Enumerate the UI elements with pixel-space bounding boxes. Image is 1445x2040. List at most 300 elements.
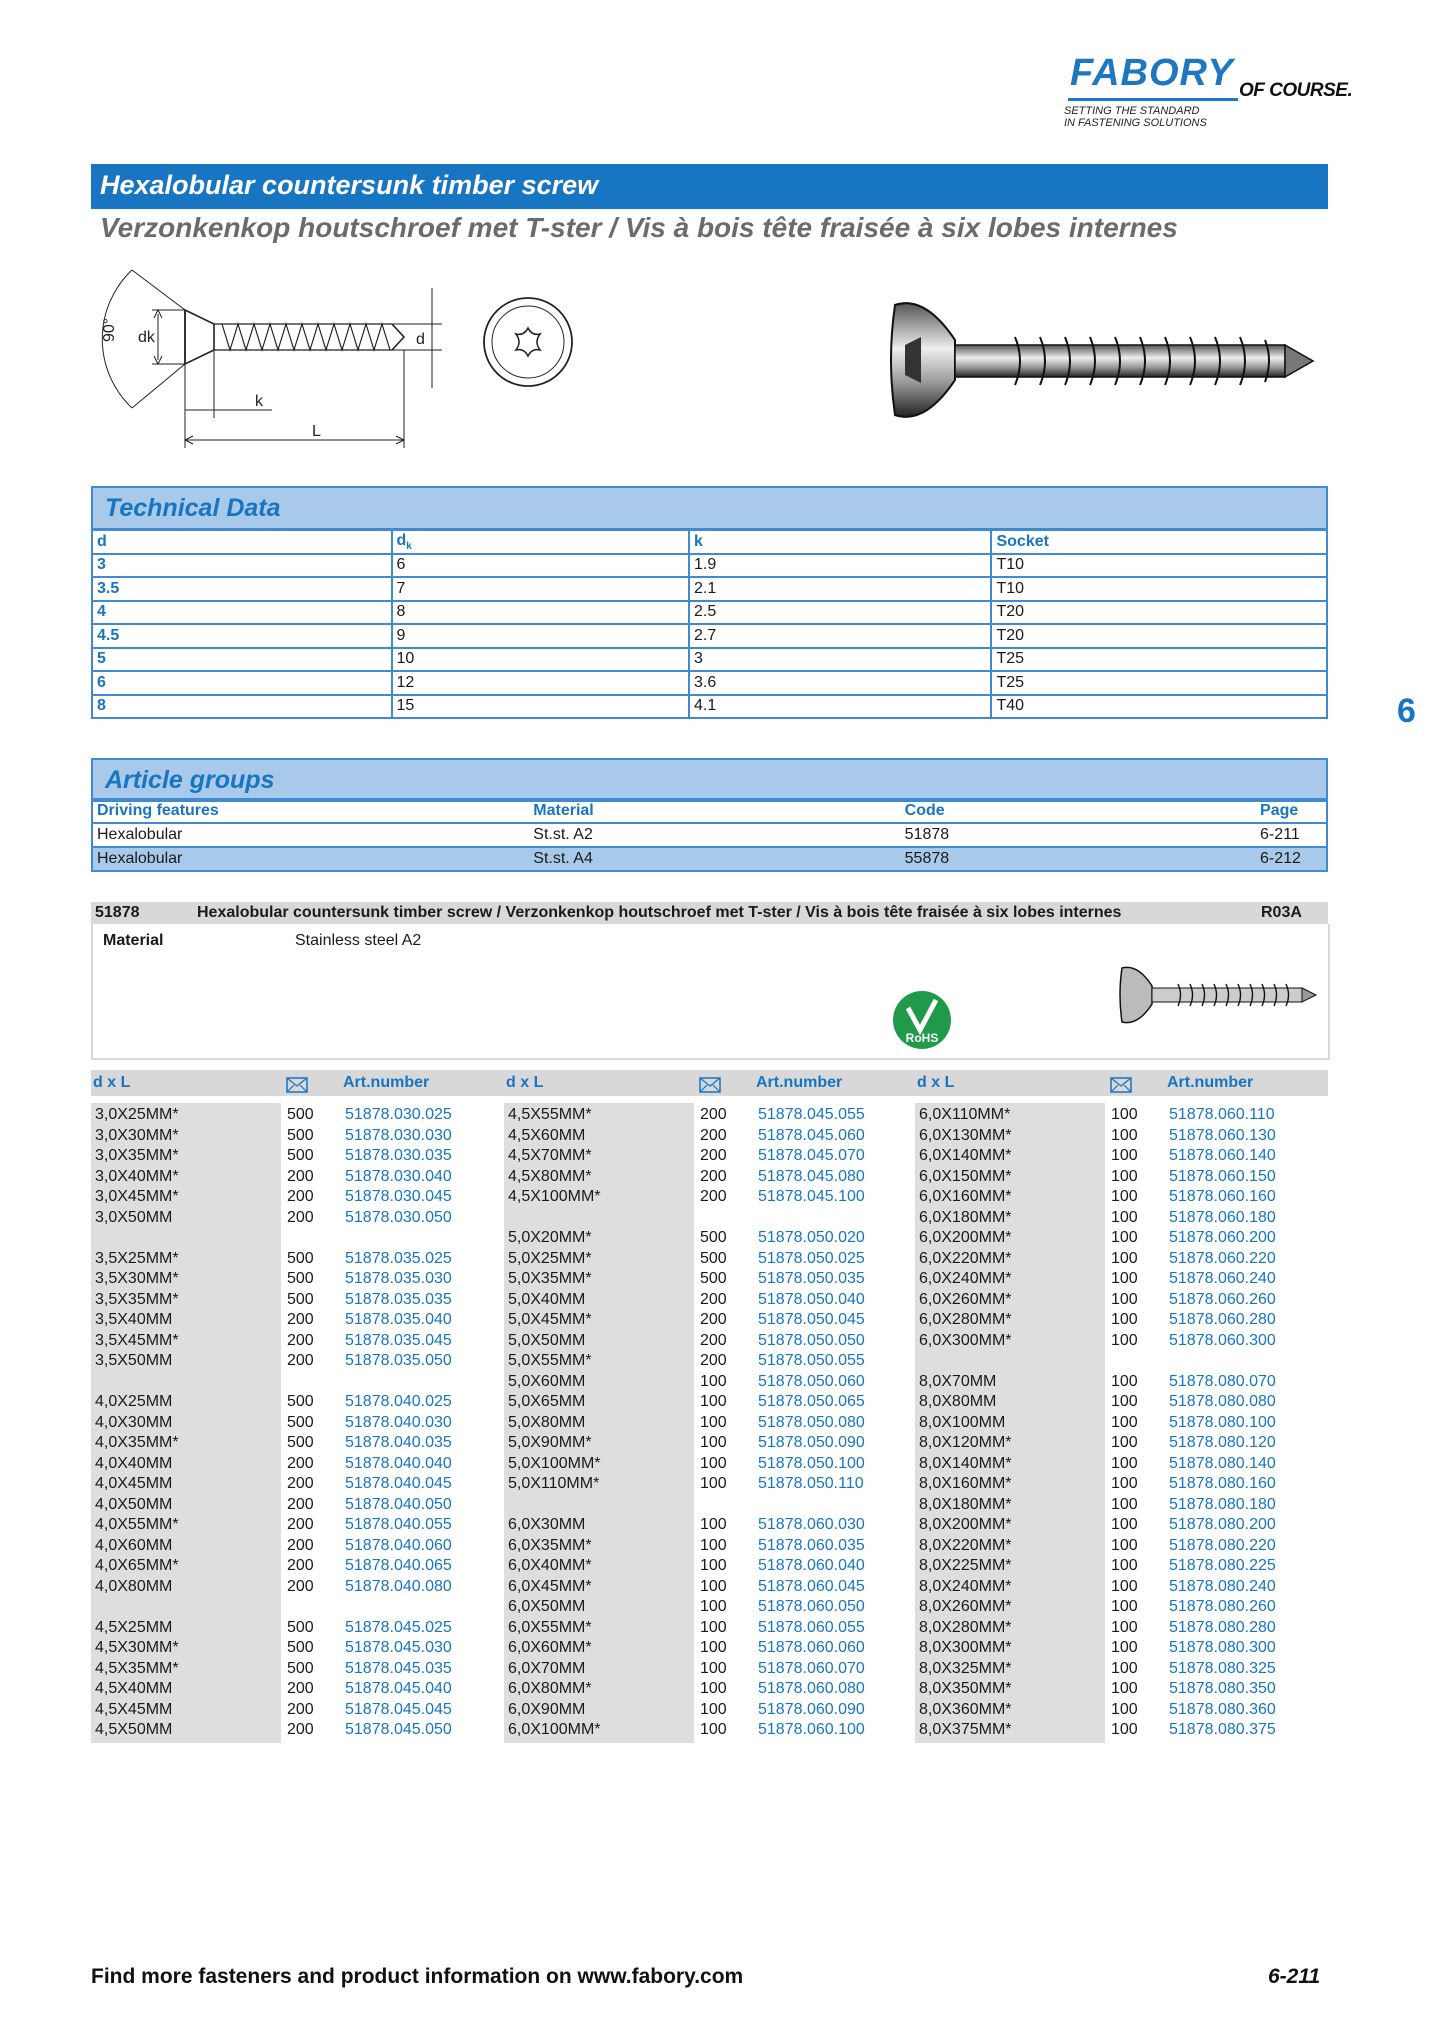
cell-k: 4.1	[689, 695, 991, 719]
listing-art-number[interactable]: 51878.035.035	[345, 1290, 452, 1308]
cell-k: 1.9	[689, 554, 991, 578]
listing-col-art-header: Art.number	[343, 1074, 430, 1091]
listing-qty: 200	[700, 1147, 727, 1164]
listing-size: 4,5X80MM*	[508, 1167, 592, 1185]
listing-size: 8,0X325MM*	[919, 1659, 1012, 1677]
table-row	[92, 695, 1327, 719]
listing-art-number[interactable]: 51878.040.030	[345, 1413, 452, 1431]
col-header-socket: Socket	[991, 530, 1327, 554]
listing-qty: 200	[700, 1311, 727, 1328]
logo-slogan: OF COURSE.	[1239, 80, 1353, 101]
listing-art-number[interactable]: 51878.080.360	[1169, 1700, 1276, 1718]
cell-material: St.st. A2	[529, 823, 900, 847]
logo-tagline-1: SETTING THE STANDARD	[1064, 105, 1200, 117]
listing-size: 4,5X40MM	[95, 1680, 173, 1697]
listing-size: 4,0X65MM*	[95, 1557, 179, 1574]
listing-qty: 100	[1111, 1536, 1138, 1554]
listing-qty: 200	[700, 1188, 727, 1205]
listing-art-number[interactable]: 51878.050.080	[758, 1413, 865, 1431]
listing-qty: 100	[1111, 1208, 1138, 1226]
listing-art-number[interactable]: 51878.040.065	[345, 1557, 452, 1574]
listing-art-number[interactable]: 51878.080.280	[1169, 1618, 1276, 1636]
listing-col-dxl-header: d x L	[917, 1074, 955, 1091]
listing-col-art-header: Art.number	[756, 1074, 843, 1091]
listing-art-number[interactable]: 51878.060.240	[1169, 1270, 1276, 1287]
listing-size: 5,0X55MM*	[508, 1352, 592, 1369]
table-row	[92, 577, 1327, 601]
listing-qty: 200	[700, 1106, 727, 1123]
cell-k: 2.5	[689, 601, 991, 625]
listing-size: 5,0X20MM*	[508, 1229, 592, 1246]
listing-qty: 200	[287, 1557, 314, 1574]
listing-art-number[interactable]: 51878.030.025	[345, 1106, 452, 1123]
listing-size: 6,0X150MM*	[919, 1167, 1012, 1185]
material-value: Stainless steel A2	[295, 932, 422, 949]
listing-size: 3,0X30MM*	[95, 1126, 179, 1144]
listing-size: 3,0X45MM*	[95, 1188, 179, 1205]
listing-qty: 100	[700, 1639, 727, 1656]
listing-qty: 500	[287, 1147, 314, 1164]
listing-size: 4,0X30MM	[95, 1413, 173, 1431]
listing-qty: 200	[700, 1290, 727, 1308]
listing-col-art-header: Art.number	[1167, 1074, 1254, 1091]
listing-size: 6,0X160MM*	[919, 1188, 1012, 1205]
listing-size: 4,0X55MM*	[95, 1516, 179, 1533]
listing-art-number[interactable]: 51878.040.060	[345, 1536, 452, 1554]
listing-art-number[interactable]: 51878.080.080	[1169, 1393, 1276, 1410]
listing-art-number[interactable]: 51878.080.350	[1169, 1680, 1276, 1697]
article-groups-header	[91, 758, 1328, 802]
listing-art-number[interactable]: 51878.040.050	[345, 1495, 452, 1513]
listing-size: 8,0X360MM*	[919, 1700, 1012, 1718]
listing-qty: 100	[700, 1413, 727, 1431]
listing-art-number[interactable]: 51878.045.040	[345, 1680, 452, 1697]
listing-art-number[interactable]: 51878.045.070	[758, 1147, 865, 1164]
listing-art-number[interactable]: 51878.060.130	[1169, 1126, 1276, 1144]
listing-qty: 500	[287, 1126, 314, 1144]
angle-label: 90°	[101, 317, 118, 342]
listing-art-number[interactable]: 51878.080.325	[1169, 1659, 1276, 1677]
cell-page[interactable]: 6-211	[1256, 823, 1327, 847]
listing-art-number[interactable]: 51878.060.200	[1169, 1229, 1276, 1246]
listing-size: 8,0X70MM	[919, 1372, 997, 1390]
listing-qty: 100	[1111, 1557, 1138, 1574]
listing-qty: 100	[1111, 1659, 1138, 1677]
listing-qty: 100	[1111, 1188, 1138, 1205]
listing-art-number[interactable]: 51878.040.025	[345, 1393, 452, 1410]
listing-qty: 100	[1111, 1290, 1138, 1308]
listing-size: 4,5X70MM*	[508, 1147, 592, 1164]
article-groups-table	[91, 798, 1328, 872]
technical-data-header	[91, 486, 1328, 530]
listing-art-number[interactable]: 51878.080.120	[1169, 1434, 1276, 1451]
listing-art-number[interactable]: 51878.080.220	[1169, 1536, 1276, 1554]
listing-size: 4,0X50MM	[95, 1495, 173, 1513]
listing-art-number[interactable]: 51878.060.080	[758, 1680, 865, 1697]
listing-art-number[interactable]: 51878.060.110	[1169, 1106, 1275, 1123]
table-row[interactable]	[92, 847, 1327, 871]
chapter-number: 6	[1397, 692, 1416, 730]
listing-art-number[interactable]: 51878.035.030	[345, 1270, 452, 1287]
length-label: L	[312, 423, 321, 440]
screw-photo	[885, 285, 1315, 435]
listing-size: 4,5X50MM	[95, 1721, 173, 1738]
listing-qty: 100	[700, 1454, 727, 1472]
fabory-logo	[1062, 52, 1362, 136]
listing-qty: 100	[1111, 1495, 1138, 1513]
footer-text[interactable]: Find more fasteners and product information on www.fabory.com	[91, 1965, 744, 1988]
listing-size: 8,0X100MM	[919, 1413, 1006, 1431]
cell-socket: T20	[991, 601, 1327, 625]
listing-size: 8,0X225MM*	[919, 1557, 1012, 1574]
listing-art-number[interactable]: 51878.060.070	[758, 1659, 865, 1677]
listing-size: 8,0X260MM*	[919, 1598, 1012, 1615]
k-label: k	[255, 393, 263, 410]
listing-size: 6,0X60MM*	[508, 1639, 592, 1656]
table-row	[92, 671, 1327, 695]
listing-size: 6,0X300MM*	[919, 1331, 1012, 1349]
listing-size: 5,0X80MM	[508, 1413, 586, 1431]
listing-art-number[interactable]: 51878.045.035	[345, 1659, 452, 1677]
listing-size: 8,0X180MM*	[919, 1495, 1012, 1513]
listing-art-number[interactable]: 51878.035.025	[345, 1249, 452, 1267]
listing-art-number[interactable]: 51878.045.060	[758, 1126, 865, 1144]
listing-qty: 100	[700, 1721, 727, 1738]
listing-qty: 200	[700, 1126, 727, 1144]
listing-art-number[interactable]: 51878.045.055	[758, 1106, 865, 1123]
listing-art-number[interactable]: 51878.060.090	[758, 1700, 865, 1718]
listing-art-number[interactable]: 51878.060.180	[1169, 1208, 1276, 1226]
listing-art-number[interactable]: 51878.080.375	[1169, 1721, 1276, 1738]
cell-dk: 10	[392, 648, 690, 672]
listing-art-number[interactable]: 51878.050.060	[758, 1372, 865, 1390]
col-header-k: k	[689, 530, 991, 554]
listing-art-number[interactable]: 51878.080.140	[1169, 1454, 1276, 1472]
col-header-d: d	[92, 530, 392, 554]
listing-art-number[interactable]: 51878.060.040	[758, 1557, 865, 1574]
listing-size: 6,0X100MM*	[508, 1721, 601, 1738]
listing-art-number[interactable]: 51878.060.050	[758, 1598, 865, 1615]
listing-size: 4,0X35MM*	[95, 1434, 179, 1451]
listing-qty: 100	[1111, 1126, 1138, 1144]
listing-art-number[interactable]: 51878.045.050	[345, 1721, 452, 1738]
cell-socket: T40	[991, 695, 1327, 719]
listing-art-number[interactable]: 51878.030.040	[345, 1167, 452, 1185]
listing-size: 6,0X35MM*	[508, 1536, 592, 1554]
listing-size: 5,0X100MM*	[508, 1454, 601, 1472]
listing-art-number[interactable]: 51878.045.025	[345, 1618, 452, 1636]
listing-size: 4,5X25MM	[95, 1618, 173, 1636]
listing-art-number[interactable]: 51878.040.055	[345, 1516, 452, 1533]
listing-qty: 500	[700, 1270, 727, 1287]
cell-socket: T10	[991, 554, 1327, 578]
listing-art-number[interactable]: 51878.060.140	[1169, 1147, 1276, 1164]
listing-qty: 200	[700, 1352, 727, 1369]
listing-art-number[interactable]: 51878.080.200	[1169, 1516, 1276, 1533]
socket-head-view	[478, 292, 578, 392]
listing-qty: 100	[1111, 1249, 1138, 1267]
listing-art-number[interactable]: 51878.080.100	[1169, 1413, 1276, 1431]
listing-qty: 500	[700, 1229, 727, 1246]
listing-qty: 500	[287, 1290, 314, 1308]
screw-thumbnail	[1118, 960, 1318, 1030]
logo-underline	[1068, 98, 1238, 101]
listing-size: 5,0X50MM	[508, 1331, 586, 1349]
listing-qty: 100	[700, 1618, 727, 1636]
listing-art-number[interactable]: 51878.040.080	[345, 1577, 452, 1595]
listing-qty: 100	[1111, 1475, 1138, 1492]
listing-art-number[interactable]: 51878.060.150	[1169, 1167, 1276, 1185]
listing-size: 8,0X240MM*	[919, 1577, 1012, 1595]
listing-qty: 200	[287, 1352, 314, 1369]
cell-dk: 12	[392, 671, 690, 695]
cell-page[interactable]: 6-212	[1256, 847, 1327, 871]
col-header-dk-text: $d_k$	[396, 531, 412, 552]
listing-size: 3,5X30MM*	[95, 1270, 179, 1287]
listing-qty: 500	[287, 1106, 314, 1123]
listing-art-number[interactable]: 51878.030.030	[345, 1126, 452, 1144]
cell-d: 4	[92, 601, 392, 625]
table-row	[92, 624, 1327, 648]
listing-qty: 500	[287, 1434, 314, 1451]
listing-qty: 200	[287, 1311, 314, 1328]
listing-qty: 100	[1111, 1434, 1138, 1451]
listing-art-number[interactable]: 51878.040.035	[345, 1434, 452, 1451]
listing-art-number[interactable]: 51878.040.040	[345, 1454, 452, 1472]
product-code: 51878	[95, 904, 140, 921]
listing-size: 3,5X50MM	[95, 1352, 173, 1369]
listing-qty: 500	[287, 1659, 314, 1677]
listing-art-number[interactable]: 51878.060.100	[758, 1721, 865, 1738]
listing-size: 4,0X80MM	[95, 1577, 173, 1595]
cell-d: 4.5	[92, 624, 392, 648]
listing-size: 3,0X25MM*	[95, 1106, 179, 1123]
package-quantity-icon	[1110, 1077, 1132, 1093]
listing-art-number[interactable]: 51878.060.060	[758, 1639, 865, 1656]
col-header-page: Page	[1256, 799, 1327, 823]
listing-size: 4,5X30MM*	[95, 1639, 179, 1656]
listing-art-number[interactable]: 51878.060.030	[758, 1516, 865, 1533]
logo-tagline	[1064, 105, 1207, 129]
listing-art-number[interactable]: 51878.080.300	[1169, 1639, 1276, 1656]
page-number: 6-211	[1268, 1965, 1321, 1988]
listing-art-number[interactable]: 51878.050.040	[758, 1290, 865, 1308]
listing-art-number[interactable]: 51878.050.020	[758, 1229, 865, 1246]
listing-size: 8,0X220MM*	[919, 1536, 1012, 1554]
product-ref: R03A	[1261, 904, 1302, 921]
listing-qty: 100	[700, 1372, 727, 1390]
listing-size: 4,5X55MM*	[508, 1106, 592, 1123]
listing-size: 3,5X25MM*	[95, 1249, 179, 1267]
material-label: Material	[103, 932, 164, 949]
rohs-label: RoHS	[905, 1031, 939, 1045]
table-row	[92, 648, 1327, 672]
listing-art-number[interactable]: 51878.045.100	[758, 1188, 865, 1205]
listing-qty: 500	[287, 1270, 314, 1287]
listing-art-number[interactable]: 51878.035.045	[345, 1331, 452, 1349]
listing-art-number[interactable]: 51878.060.300	[1169, 1331, 1276, 1349]
listing-qty: 100	[1111, 1516, 1138, 1533]
logo-wordmark: FABORY	[1070, 52, 1234, 94]
listing-size: 6,0X240MM*	[919, 1270, 1012, 1287]
listing-size: 8,0X375MM*	[919, 1721, 1012, 1738]
listing-qty: 100	[1111, 1229, 1138, 1246]
listing-qty: 100	[700, 1659, 727, 1677]
listing-size: 5,0X90MM*	[508, 1434, 592, 1451]
listing-size: 5,0X110MM*	[508, 1475, 600, 1492]
listing-art-number[interactable]: 51878.045.030	[345, 1639, 452, 1656]
listing-size: 8,0X80MM	[919, 1393, 997, 1410]
listing-art-number[interactable]: 51878.050.110	[758, 1475, 864, 1492]
listing-qty: 100	[700, 1700, 727, 1718]
listing-art-number[interactable]: 51878.080.070	[1169, 1372, 1276, 1390]
cell-socket: T25	[991, 648, 1327, 672]
listing-size: 4,5X60MM	[508, 1126, 586, 1144]
listing-size: 8,0X300MM*	[919, 1639, 1012, 1656]
listing-size: 4,5X35MM*	[95, 1659, 179, 1677]
listing-size: 6,0X280MM*	[919, 1311, 1012, 1328]
cell-socket: T20	[991, 624, 1327, 648]
listing-size: 6,0X50MM	[508, 1598, 586, 1615]
listing-art-number[interactable]: 51878.050.055	[758, 1352, 865, 1369]
listing-art-number[interactable]: 51878.040.045	[345, 1475, 452, 1492]
listing-size: 8,0X140MM*	[919, 1454, 1012, 1472]
listing-size: 3,5X35MM*	[95, 1290, 179, 1308]
listing-art-number[interactable]: 51878.050.090	[758, 1434, 865, 1451]
package-quantity-icon	[286, 1077, 308, 1093]
listing-art-number[interactable]: 51878.060.280	[1169, 1311, 1276, 1328]
listing-art-number[interactable]: 51878.050.065	[758, 1393, 865, 1410]
listing-qty: 200	[287, 1495, 314, 1513]
cell-material: St.st. A4	[529, 847, 900, 871]
listing-art-number[interactable]: 51878.045.080	[758, 1167, 865, 1185]
listing-qty: 100	[1111, 1331, 1138, 1349]
listing-size: 4,0X45MM	[95, 1475, 173, 1492]
listing-art-number[interactable]: 51878.035.040	[345, 1311, 452, 1328]
listing-art-number[interactable]: 51878.050.050	[758, 1331, 865, 1349]
listing-size: 5,0X25MM*	[508, 1249, 592, 1267]
listing-art-number[interactable]: 51878.030.045	[345, 1188, 452, 1205]
listing-art-number[interactable]: 51878.080.240	[1169, 1577, 1276, 1595]
listing-qty: 200	[287, 1188, 314, 1205]
listing-qty: 200	[287, 1331, 314, 1349]
listing-qty: 100	[1111, 1639, 1138, 1656]
dk-label: dk	[138, 329, 155, 346]
listing-art-number[interactable]: 51878.050.035	[758, 1270, 865, 1287]
cell-socket: T10	[991, 577, 1327, 601]
listing-size: 6,0X90MM	[508, 1700, 586, 1718]
listing-qty: 200	[287, 1208, 314, 1226]
listing-qty: 100	[700, 1536, 727, 1554]
listing-size: 5,0X45MM*	[508, 1311, 592, 1328]
cell-d: 8	[92, 695, 392, 719]
listing-qty: 100	[700, 1557, 727, 1574]
article-groups-header-row	[92, 799, 1327, 823]
listing-art-number[interactable]: 51878.060.055	[758, 1618, 865, 1636]
listing-qty: 100	[1111, 1413, 1138, 1431]
listing-art-number[interactable]: 51878.045.045	[345, 1700, 452, 1718]
listing-size: 6,0X40MM*	[508, 1557, 592, 1574]
table-row	[92, 554, 1327, 578]
technical-data-header-row	[92, 530, 1327, 554]
listing-qty: 100	[1111, 1598, 1138, 1615]
cell-d: 3.5	[92, 577, 392, 601]
cell-k: 2.7	[689, 624, 991, 648]
listing-qty: 200	[287, 1680, 314, 1697]
listing-art-number[interactable]: 51878.060.260	[1169, 1290, 1276, 1308]
technical-data-title: Technical Data	[105, 494, 281, 522]
listing-qty: 100	[700, 1680, 727, 1697]
listing-art-number[interactable]: 51878.030.035	[345, 1147, 452, 1164]
listing-art-number[interactable]: 51878.080.260	[1169, 1598, 1276, 1615]
listing-col-dxl-header: d x L	[93, 1074, 131, 1091]
listing-size: 8,0X200MM*	[919, 1516, 1012, 1533]
listing-size: 3,5X40MM	[95, 1311, 173, 1328]
listing-qty: 200	[287, 1516, 314, 1533]
listing-size: 8,0X280MM*	[919, 1618, 1012, 1636]
cell-d: 3	[92, 554, 392, 578]
listing-size: 6,0X220MM*	[919, 1249, 1012, 1267]
listing-size: 8,0X120MM*	[919, 1434, 1012, 1451]
listing-size: 6,0X70MM	[508, 1659, 586, 1677]
listing-qty: 100	[1111, 1393, 1138, 1410]
page-title: Hexalobular countersunk timber screw	[100, 170, 599, 200]
table-row[interactable]	[92, 823, 1327, 847]
cell-driving: Hexalobular	[92, 823, 529, 847]
listing-qty: 100	[700, 1516, 727, 1533]
listing-art-number[interactable]: 51878.060.160	[1169, 1188, 1276, 1205]
listing-size: 6,0X260MM*	[919, 1290, 1012, 1308]
cell-dk: 8	[392, 601, 690, 625]
cell-code: 51878	[901, 823, 1256, 847]
listing-art-number[interactable]: 51878.080.160	[1169, 1475, 1276, 1492]
cell-dk: 6	[392, 554, 690, 578]
listing-qty: 100	[1111, 1618, 1138, 1636]
listing-size: 6,0X200MM*	[919, 1229, 1012, 1246]
listing-qty: 200	[287, 1536, 314, 1554]
listing-qty: 500	[287, 1393, 314, 1410]
listing-size: 3,0X35MM*	[95, 1147, 179, 1164]
listing-qty: 100	[700, 1434, 727, 1451]
listing-qty: 200	[700, 1167, 727, 1185]
cell-code: 55878	[901, 847, 1256, 871]
listing-art-number[interactable]: 51878.050.100	[758, 1454, 865, 1472]
listing-qty: 200	[287, 1721, 314, 1738]
table-row	[92, 601, 1327, 625]
listing-art-number[interactable]: 51878.080.180	[1169, 1495, 1276, 1513]
listing-size: 8,0X350MM*	[919, 1680, 1012, 1697]
listing-qty: 100	[700, 1475, 727, 1492]
listing-size: 4,0X60MM	[95, 1536, 173, 1554]
listing-art-number[interactable]: 51878.060.045	[758, 1577, 865, 1595]
listing-size: 4,0X25MM	[95, 1393, 173, 1410]
listing-art-number[interactable]: 51878.030.050	[345, 1208, 452, 1226]
listing-art-number[interactable]: 51878.035.050	[345, 1352, 452, 1369]
product-description: Hexalobular countersunk timber screw / Verzonkenkop houtschroef met T-ster / Vis à bois tête fraisée à six lobes internes	[197, 904, 1122, 921]
listing-art-number[interactable]: 51878.050.045	[758, 1311, 865, 1328]
cell-d: 6	[92, 671, 392, 695]
cell-socket: T25	[991, 671, 1327, 695]
listing-qty: 200	[700, 1331, 727, 1349]
listing-art-number[interactable]: 51878.060.035	[758, 1536, 865, 1554]
listing-art-number[interactable]: 51878.060.220	[1169, 1249, 1276, 1267]
listing-qty: 200	[287, 1700, 314, 1718]
listing-qty: 500	[287, 1413, 314, 1431]
cell-driving: Hexalobular	[92, 847, 529, 871]
listing-qty: 100	[1111, 1147, 1138, 1164]
listing-art-number[interactable]: 51878.050.025	[758, 1249, 865, 1267]
listing-art-number[interactable]: 51878.080.225	[1169, 1557, 1276, 1574]
